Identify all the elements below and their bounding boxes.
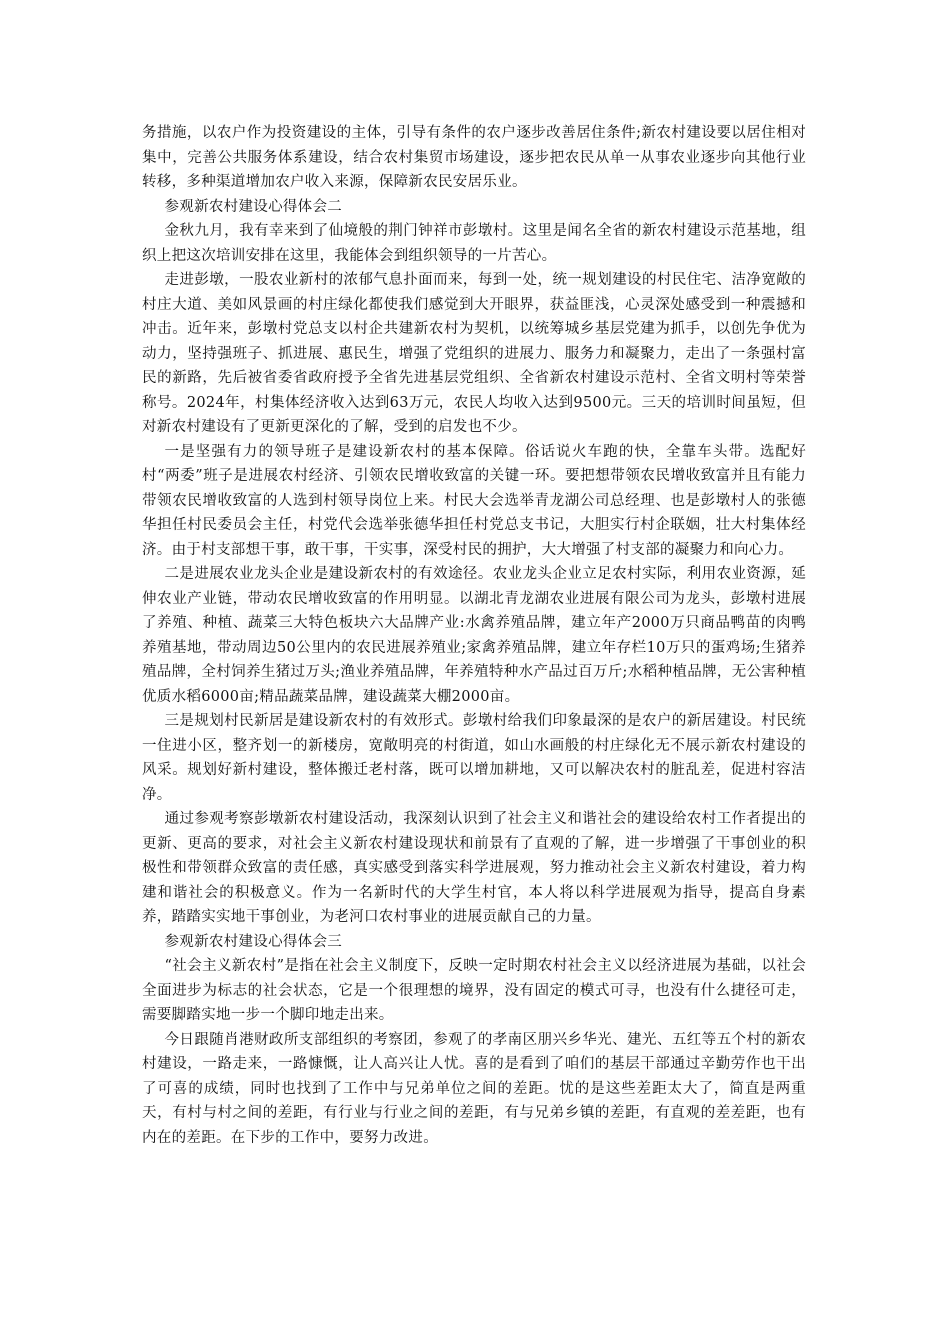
document-body [142,121,806,1150]
paragraph: 二是进展农业龙头企业是建设新农村的有效途径。农业龙头企业立足农村实际，利用农业资源，延伸农业产业链，带动农民增收致富的作用明显。以湖北青龙湖农业进展有限公司为龙头，彭墩村进展了养殖、种植、蔬菜三大特色板块六大品牌产业:水禽养殖品牌，建立年产2000万只商品鸭苗的肉鸭养殖基地，带动周边50公里内的农民进展养殖业;家禽养殖品牌，建立年存栏10万只的蛋鸡场;生猪养殖品牌，全村饲养生猪过万头;渔业养殖品牌，年养殖特种水产品过百万斤;水稻种植品牌，无公害种植优质水稻6000亩;精品蔬菜品牌，建设蔬菜大棚2000亩。 [142,566,806,705]
paragraph: 一是坚强有力的领导班子是建设新农村的基本保障。俗话说火车跑的快，全靠车头带。选配好村“两委”班子是进展农村经济、引领农民增收致富的关键一环。要把想带领农民增收致富并且有能力带领农民增收致富的人选到村领导岗位上来。村民大会选举青龙湖公司总经理、也是彭墩村人的张德华担任村民委员会主任，村党代会选举张德华担任村党总支书记，大胆实行村企联姻，壮大村集体经济。由于村支部想干事，敢干事，干实事，深受村民的拥护，大大增强了村支部的凝聚力和向心力。 [142,443,806,558]
section-heading-2: 参观新农村建设心得体会二 [164,198,343,215]
paragraph: 走进彭墩，一股农业新村的浓郁气息扑面而来，每到一处，统一规划建设的村民住宅、洁净宽敞的村庄大道、美如风景画的村庄绿化都使我们感觉到大开眼界，获益匪浅，心灵深处感受到一种震撼和冲击。近年来，彭墩村党总支以村企共建新农村为契机，以统筹城乡基层党建为抓手，以创先争优为动力，坚持强班子、抓进展、惠民生，增强了党组织的进展力、服务力和凝聚力，走出了一条强村富民的新路，先后被省委省政府授予全省先进基层党组织、全省新农村建设示范村、全省文明村等荣誉称号。2024年，村集体经济收入达到63万元，农民人均收入达到9500元。三天的培训时间虽短，但对新农村建设有了更新更深化的了解，受到的启发也不少。 [142,272,806,435]
paragraph: 今日跟随肖港财政所支部组织的考察团，参观了的孝南区朋兴乡华光、建光、五红等五个村的新农村建设，一路走来，一路慷慨，让人高兴让人忧。喜的是看到了咱们的基层干部通过辛勤劳作也干出了可喜的成绩，同时也找到了工作中与兄弟单位之间的差距。忧的是这些差距太大了，简直是两重天，有村与村之间的差距，有行业与行业之间的差距，有与兄弟乡镇的差距，有直观的差差距，也有内在的差距。在下步的工作中，要努力改进。 [142,1031,806,1146]
paragraph: 三是规划村民新居是建设新农村的有效形式。彭墩村给我们印象最深的是农户的新居建设。村民统一住进小区，整齐划一的新楼房，宽敞明亮的村街道，如山水画般的村庄绿化无不展示新农村建设的风采。规划好新村建设，整体搬迁老村落，既可以增加耕地，又可以解决农村的脏乱差，促进村容洁净。 [142,713,806,803]
paragraph: “社会主义新农村”是指在社会主义制度下，反映一定时期农村社会主义以经济进展为基础，以社会全面进步为标志的社会状态，它是一个很理想的境界，没有固定的模式可寻，也没有什么捷径可走，需要脚踏实地一步一个脚印地走出来。 [142,958,806,1023]
paragraph: 通过参观考察彭墩新农村建设活动，我深刻认识到了社会主义和谐社会的建设给农村工作者提出的更新、更高的要求，对社会主义新农村建设现状和前景有了直观的了解，进一步增强了干事创业的积极性和带领群众致富的责任感，真实感受到落实科学进展观，努力推动社会主义新农村建设，着力构建和谐社会的积极意义。作为一名新时代的大学生村官，本人将以科学进展观为指导，提高自身素养，踏踏实实地干事创业，为老河口农村事业的进展贡献自己的力量。 [142,811,806,925]
paragraph: 金秋九月，我有幸来到了仙境般的荆门钟祥市彭墩村。这里是闻名全省的新农村建设示范基地，组织上把这次培训安排在这里，我能体会到组织领导的一片苦心。 [142,223,806,264]
paragraph-continuation: 务措施，以农户作为投资建设的主体，引导有条件的农户逐步改善居住条件;新农村建设要以居住相对集中，完善公共服务体系建设，结合农村集贸市场建设，逐步把农民从单一从事农业逐步向其他行业转移，多种渠道增加农户收入来源，保障新农民安居乐业。 [142,125,806,190]
section-heading-3: 参观新农村建设心得体会三 [164,933,343,950]
